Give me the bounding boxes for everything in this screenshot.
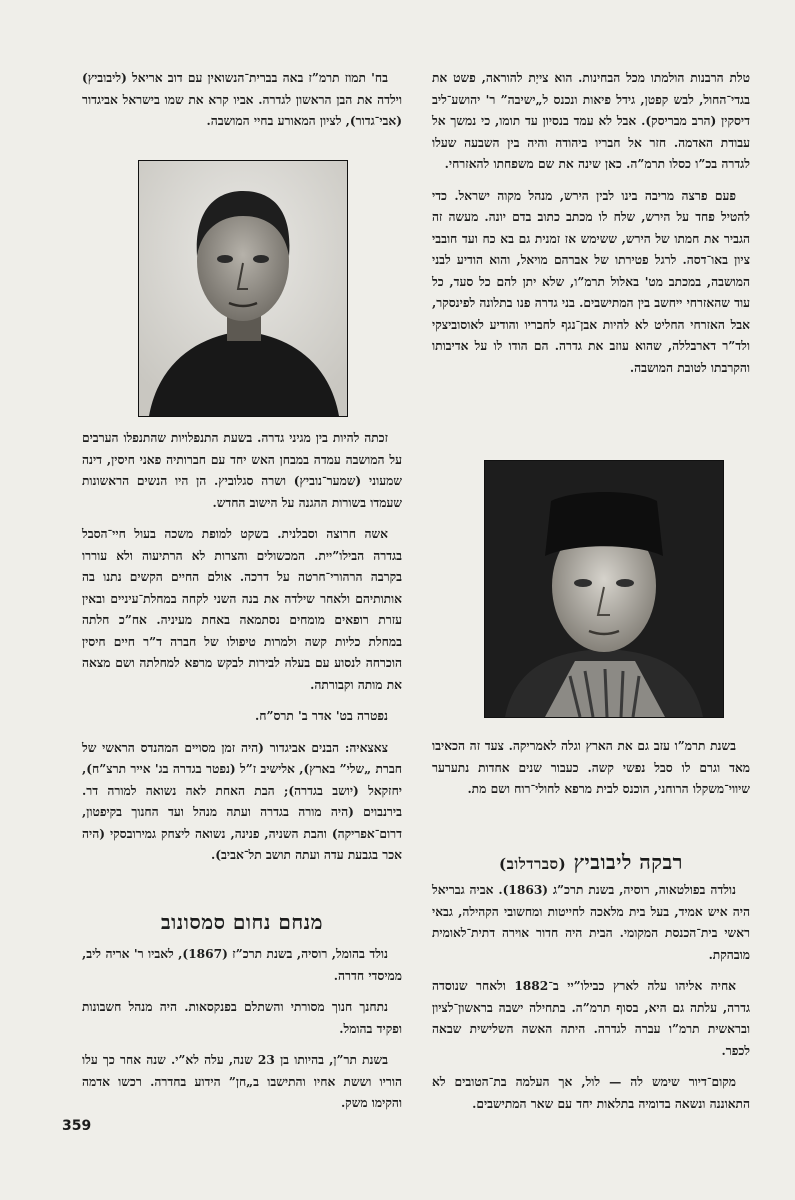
left-column-bottom [82, 944, 402, 1125]
left-column-middle [82, 428, 402, 877]
paragraph: פעם פרצה מריבה בינו לבין הירש, מנהל מקוה ישראל. כדי להטיל פחד על הירש, שלח לו מכתב כתוב בדם יונה. מעשה זה הגביר את חמתו של הירש, ששימש אז זמנית גם בא כח ועד חובבי ציון באו־דסה. לרגל פטירתו של אברהם מויאל, והוא הודיע לבני המושבה, במכתב מט' באלול תרמ”ו, שלא יתן להם כל סעד, כל עוד שהאזרחי ייחשב בין המתישבים. בני גדרה פנו בתלונה לפינסקר, אבל האזרחי החליט לא להיות אבן־נגף לחבריו והודיע לאוסוביצקי ולד”ר דארבללה, שהוא עוזב את גדרה. הם הודו לו על אדיבותו והקרבתו לטובת המושבה. [432, 188, 750, 375]
descendants: צאצאיה: הבנים אביגדור (היה זמן מסויים המהנדס הראשי של חברת „שלי” בארץ), אלישיב ז”ל (נפטר בגדרה בג' אייר תרצ”ח), יחזקאל (יושב בגדרה); הבת האחת לאה נשואה למורה דר. בירנבוים (היה מורה בגדרה ועתה מנהל ועד החנוך בקיפטון, דרום־אפריקה) והבת השניה, פנינה, נשואה ליצחק גמירובסקי (היה אכר בגבעת עדה ועתה תושב תל־אביב). [82, 740, 402, 862]
section-heading-menachem [82, 910, 402, 935]
right-column-middle [432, 736, 750, 811]
paragraph: זכתה להיות בין מגיני גדרה. בשעת התנפלויות שהתנפלו הערבים על המושבה עמדה במבחן האש יחד עם חברותיה פאני חיסין, דינה שמעוני (שמער־נוביץ) ושרה סגלוביץ. הן היו הנשים הראשונות שעמדו בשורות ההגנה על הישוב החדש. [82, 431, 402, 510]
heading-maiden-name: (סברדלוב) [499, 855, 567, 873]
section-heading-rivka [432, 850, 750, 875]
left-column-top [82, 68, 402, 143]
paragraph: נולדה בפולטאוה, רוסיה, בשנת תרכ”ג (1863). אביה גבריאל היה איש אמיד, בעל בית מלאכה לחייטות ומחשובי הקהילה, גבאי ראשי בית־הכנסת המקומי. הבית היה חדור אוירה דתית־לאומית מובהקת. [432, 883, 750, 962]
paragraph: בשנת תרמ”ו עזב גם את הארץ וגלה לאמריקה. צעד זה הכאיבו מאד וגרם לו סבל נפשי קשה. כעבור שנים אחדות נתערער שיווי־משקלו הרוחני, הוכנס לבית מרפא לחולי־רוח ושם מת. [432, 739, 750, 796]
paragraph: נולד בהומל, רוסיה, בשנת תרכ”ז (1867), לאביו ר' אריה ליב, ממיסדי חדרה. [82, 947, 402, 983]
paragraph: נתחנך חנוך מסורתי והשתלם בפנקסאות. היה מנהל חשבונות ופקיד בהומל. [82, 1000, 402, 1036]
paragraph: אחיה אליהו עלה לארץ כבילו”יי ב־1882 ולאחר שנוסדה גדרה, עלתה גם היא, בסוף תרמ”ה. בתחילה ישבה בראשון־לציון ובראשית תרמ”ו עברה לגדרה. היתה האשה השלישית שבאה לכפר. [432, 979, 750, 1058]
portrait-photo-hazrahi [484, 460, 724, 718]
death-date: נפטרה בט' אדר ב' תרס”ח. [255, 709, 388, 723]
heading-name: מנחם נחום סמסונוב [160, 910, 324, 934]
paragraph: בשנת תר”ן, בהיותו בן 23 שנה, עלה לא”י. שנה אחר כך עלו הוריו וששת אחיו והתישבו ב„חן” הידוע בחדרה. רכשו אדמה והקימו משק. [82, 1053, 402, 1110]
paragraph: אשה חרוצה וסבלנית. בשקט למופת משכה בעול חיי־הסבל בגדרה הבילו”יית. המכשולים והצרות לא הרתיעוה ולא עוררו בקרבה הרהורי־חרטה על דרכה. אולם החיים הקשים נתנו בה אותותיהם ולאחר שילדה את בנה השני לקחה במחלת־עיניים ובאין עזרת רופאים מומחים נסתמאה באחת מעיניה. אח”כ חלתה במחלת כליות קשה ולמרות טיפולו של חברה ד”ר חיים חיסין הוכרחה לנסוע עם בעלה לבירות לבקש מרפא למחלתה ושם מצאה את מותה וקבורתה. [82, 527, 402, 692]
portrait-photo-rivka [138, 160, 348, 417]
paragraph: מקום־דיור שימש לה — לול, אך העלמה בת־הטובים לא התאוננה ונשאה בדומיה בתלאות יחד עם שאר המתישבים. [432, 1075, 750, 1111]
portrait-woman-image [139, 161, 347, 416]
paragraph: בח' תמוז תרמ”ז באה בברית־הנשואין עם דוב אריאל (ליבוביץ) וילדה את הבן הראשון לגדרה. אביו קרא את שמו בישראל אביגדור (אבי־גדור), לציון המאורע בחיי המושבה. [82, 71, 402, 128]
page-number: 359 [62, 1118, 92, 1134]
portrait-man-image [485, 461, 723, 717]
paragraph: טלת הרבנות הולמתו מכל הבחינות. הוא צייַת להוראה, פשט את בגדי־החול, לבש קפטן, גידל פיאות ונכנס ל„ישיבה” ר' יהושע־ליב דיסקין (הרב מבריסק). אבל לא עמד בנסיון עד תומו, כי נמשך אל עבודת האדמה. חזר אל חבריו ביהודה והיה בין השבעה שעלו לגדרה בכ”ו כסלו תרמ”ה. כאן שינה את שם משפחתו להאזרחי. [432, 71, 750, 171]
right-column-bottom [432, 880, 750, 1125]
heading-name: רבקה ליבוביץ [573, 850, 683, 874]
right-column-top [432, 68, 750, 389]
